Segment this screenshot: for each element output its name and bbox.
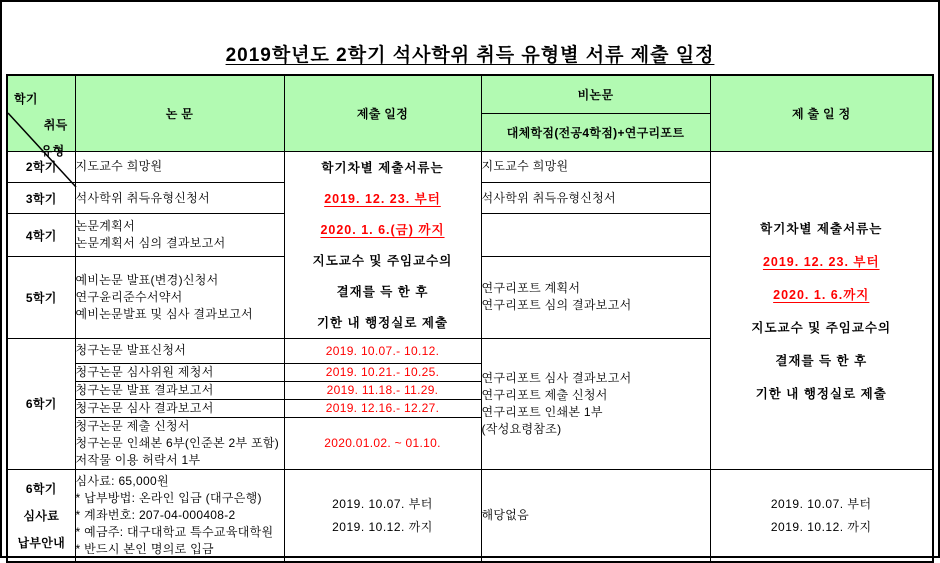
fee-info-cell: [75, 469, 284, 562]
row-label-sem4: 4학기: [7, 214, 75, 257]
header-non-thesis-column: 비논문: [481, 75, 710, 113]
non-thesis-docs-sem5: [481, 257, 710, 338]
thesis-doc-sem6-5c: 저작물 이용 허락서 1부: [75, 452, 201, 467]
thesis-doc-sem2: 지도교수 희망원: [75, 151, 284, 183]
thesis-date-sem6-3: 2019. 11.18.- 11.29.: [284, 381, 481, 399]
fee-info-note: * 반드시 본인 명의로 입금: [75, 541, 214, 556]
fee-info-account: * 계좌번호: 207-04-000408-2: [75, 507, 236, 522]
header-thesis-schedule-column: 제출 일정: [284, 75, 481, 151]
thesis-schedule-end-date: 2020. 1. 6.(금) 까지: [320, 223, 445, 237]
non-thesis-doc-sem5-2: 연구리포트 심의 결과보고서: [481, 298, 632, 313]
thesis-docs-sem6-5: [75, 417, 284, 469]
thesis-doc-sem3: 석사학위 취득유형신청서: [75, 183, 284, 214]
submission-schedule-table: [6, 74, 934, 563]
fee-info-amount: 심사료: 65,000원: [75, 473, 169, 488]
thesis-schedule-start-date: 2019. 12. 23. 부터: [324, 192, 441, 206]
non-thesis-schedule-start-date: 2019. 12. 23. 부터: [762, 254, 880, 269]
non-thesis-doc-sem6-4: (작성요령참조): [481, 421, 562, 436]
fee-info-method: * 납부방법: 온라인 입금 (대구은행): [75, 490, 262, 505]
thesis-docs-sem5: [75, 257, 284, 338]
non-thesis-doc-sem5-1: 연구리포트 계획서: [481, 281, 581, 296]
thesis-doc-sem5-2: 연구윤리준수서약서: [75, 289, 183, 304]
thesis-schedule-line6: 기한 내 행정실로 제출: [316, 316, 449, 330]
header-acquisition-type-line2: 유형: [40, 144, 65, 159]
non-thesis-doc-sem3: 석사학위 취득유형신청서: [481, 183, 710, 214]
thesis-schedule-merged-cell: [284, 151, 481, 338]
fee-label-line2: 심사료: [23, 508, 60, 523]
row-label-sem6: 6학기: [7, 338, 75, 469]
row-label-sem5: 5학기: [7, 257, 75, 338]
header-non-thesis-sub-column: 대체학점(전공4학점)+연구리포트: [481, 113, 710, 151]
fee-non-thesis-cell: 해당없음: [481, 469, 710, 562]
non-thesis-schedule-line1: 학기차별 제출서류는: [760, 221, 883, 236]
fee-thesis-date-end: 2019. 10.12. 까지: [332, 520, 433, 535]
thesis-doc-sem4-2: 논문계획서 심의 결과보고서: [75, 236, 226, 251]
fee-thesis-dates: [284, 469, 481, 562]
header-corner-cell: [7, 75, 75, 159]
non-thesis-schedule-line5: 결재를 득 한 후: [775, 353, 868, 368]
non-thesis-docs-sem6: [481, 338, 710, 469]
header-non-thesis-schedule-column: 제 출 일 정: [710, 75, 933, 151]
non-thesis-schedule-end-date: 2020. 1. 6.까지: [773, 287, 870, 302]
thesis-doc-sem6-5b: 청구논문 인쇄본 6부(인준본 2부 포함): [75, 435, 280, 450]
thesis-date-sem6-1: 2019. 10.07.- 10.12.: [284, 338, 481, 363]
thesis-date-sem6-5: 2020.01.02. ~ 01.10.: [284, 417, 481, 469]
non-thesis-doc-sem6-3: 연구리포트 인쇄본 1부: [481, 404, 603, 419]
thesis-doc-sem4-1: 논문계획서: [75, 219, 135, 234]
row-label-sem2: 2학기: [7, 151, 75, 183]
non-thesis-schedule-merged-cell: [710, 151, 933, 469]
fee-thesis-date-start: 2019. 10.07. 부터: [332, 497, 433, 512]
thesis-doc-sem5-1: 예비논문 발표(변경)신청서: [75, 272, 219, 287]
thesis-doc-sem6-3: 청구논문 발표 결과보고서: [75, 381, 284, 399]
thesis-doc-sem6-4: 청구논문 심사 결과보고서: [75, 399, 284, 417]
non-thesis-doc-sem2: 지도교수 희망원: [481, 151, 710, 183]
non-thesis-schedule-line6: 기한 내 행정실로 제출: [755, 386, 887, 401]
non-thesis-doc-sem6-2: 연구리포트 제출 신청서: [481, 387, 608, 402]
thesis-doc-sem6-2: 청구논문 심사위원 제청서: [75, 363, 284, 381]
page-title: 2019학년도 2학기 석사학위 취득 유형별 서류 제출 일정: [225, 45, 715, 66]
fee-non-thesis-date-end: 2019. 10.12. 까지: [770, 520, 872, 535]
fee-label-line1: 6학기: [25, 481, 57, 496]
thesis-schedule-line4: 지도교수 및 주임교수의: [312, 254, 453, 268]
fee-non-thesis-date-start: 2019. 10.07. 부터: [770, 497, 872, 512]
thesis-doc-sem6-5a: 청구논문 제출 신청서: [75, 418, 190, 433]
thesis-doc-sem5-3: 예비논문발표 및 심사 결과보고서: [75, 306, 253, 321]
header-acquisition-type-line1: 취득: [43, 118, 68, 133]
thesis-schedule-line5: 결재를 득 한 후: [336, 285, 429, 299]
non-thesis-doc-sem4-empty: [481, 214, 710, 257]
non-thesis-doc-sem6-1: 연구리포트 심사 결과보고서: [481, 370, 632, 385]
thesis-docs-sem4: [75, 214, 284, 257]
row-label-fee: [7, 469, 75, 562]
row-label-sem3: 3학기: [7, 183, 75, 214]
thesis-date-sem6-4: 2019. 12.16.- 12.27.: [284, 399, 481, 417]
fee-label-line3: 납부안내: [17, 535, 66, 550]
fee-info-holder: * 예금주: 대구대학교 특수교육대학원: [75, 524, 274, 539]
header-semester: 학기: [14, 92, 38, 107]
thesis-doc-sem6-1: 청구논문 발표신청서: [75, 338, 284, 363]
header-thesis-column: 논 문: [75, 75, 284, 151]
fee-non-thesis-dates: [710, 469, 933, 562]
non-thesis-schedule-line4: 지도교수 및 주임교수의: [751, 320, 892, 335]
thesis-schedule-line1: 학기차별 제출서류는: [321, 161, 444, 175]
thesis-date-sem6-2: 2019. 10.21.- 10.25.: [284, 363, 481, 381]
